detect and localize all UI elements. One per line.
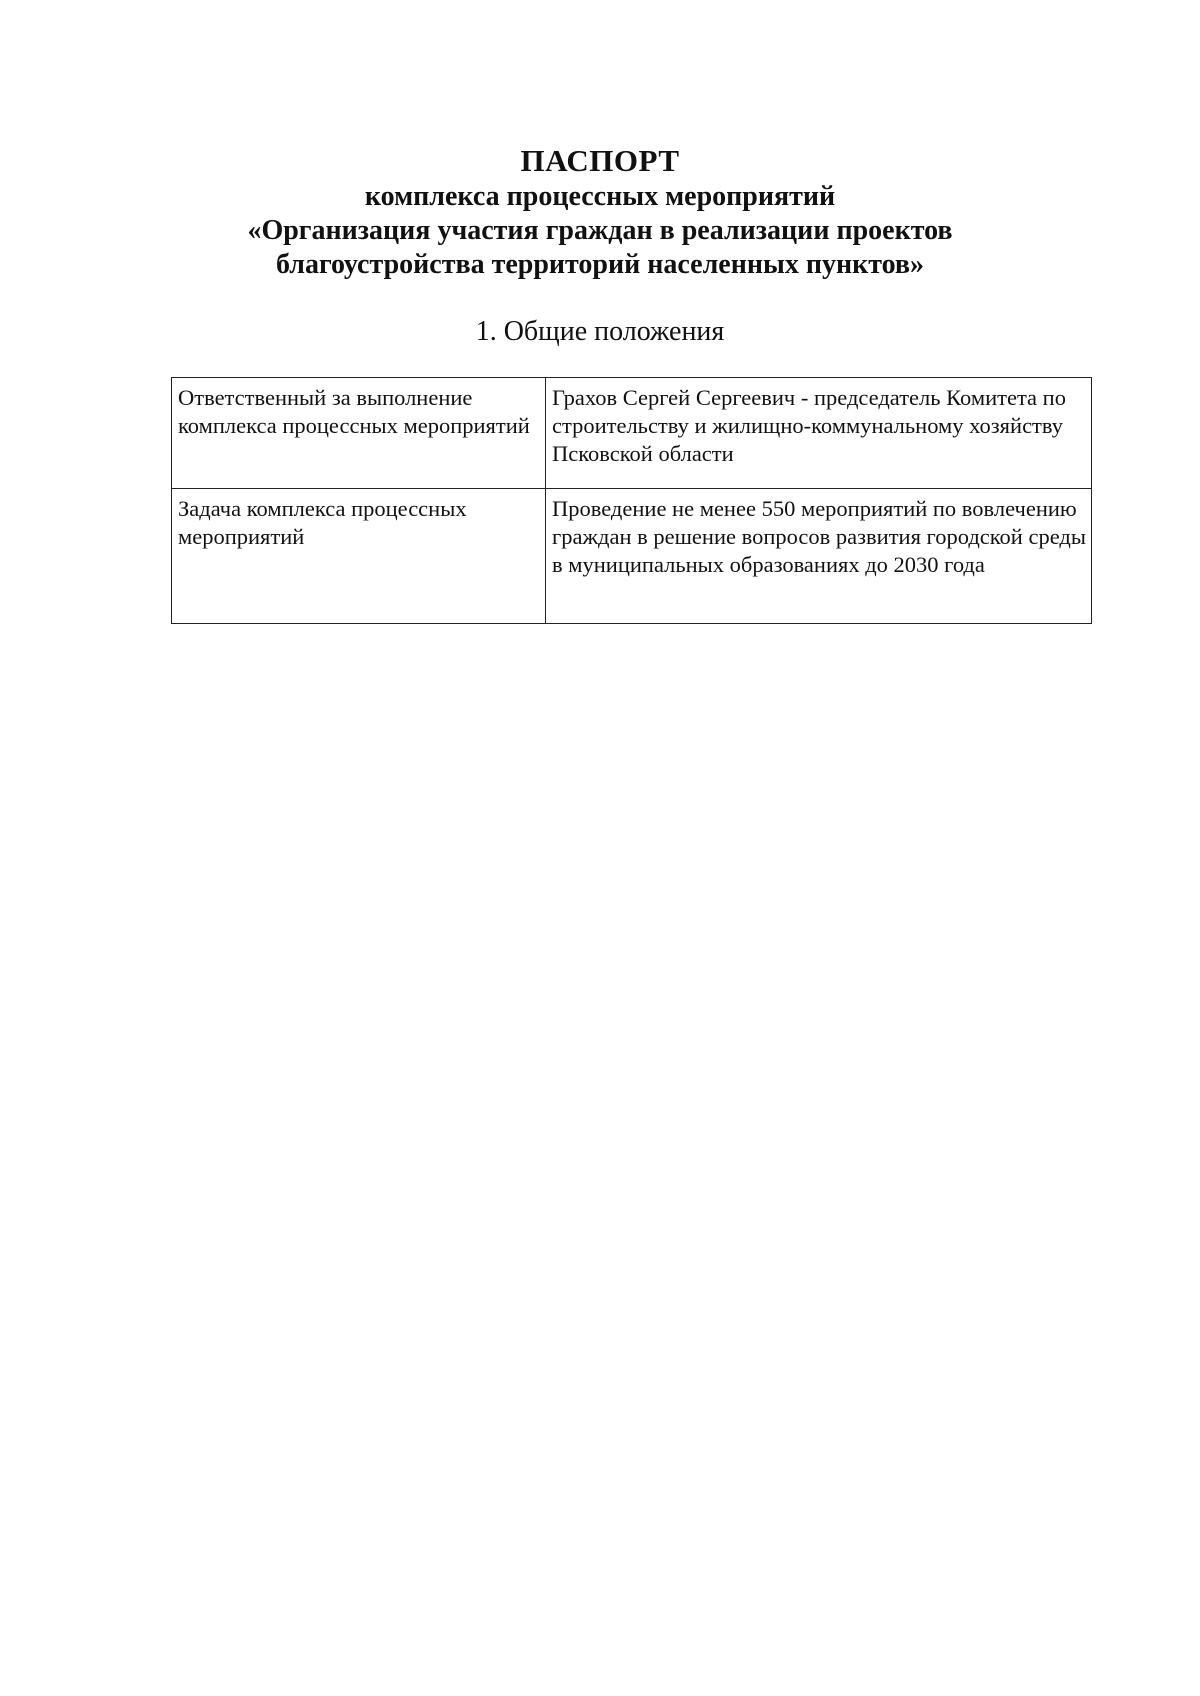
subtitle-line-3: благоустройства территорий населенных пунктов» — [275, 249, 925, 280]
task-label-cell: Задача комплекса процессных мероприятий — [172, 489, 546, 624]
table-row-task — [172, 489, 1092, 624]
subtitle-line-2: «Организация участия граждан в реализации проектов — [247, 215, 953, 246]
subtitle-line-1: комплекса процессных мероприятий — [364, 181, 836, 212]
passport-table — [171, 377, 1092, 624]
document-heading — [0, 142, 1200, 282]
task-value-cell: Проведение не менее 550 мероприятий по вовлечению граждан в решение вопросов развития городской среды в муниципальных образованиях до 2030 года — [546, 489, 1092, 624]
responsible-value-cell: Грахов Сергей Сергеевич - председатель Комитета по строительству и жилищно-коммунальному хозяйству Псковской области — [546, 378, 1092, 489]
table-row-responsible — [172, 378, 1092, 489]
section-heading: 1. Общие положения — [475, 316, 725, 347]
document-title: ПАСПОРТ — [520, 143, 680, 178]
responsible-label-cell: Ответственный за выполнение комплекса процессных мероприятий — [172, 378, 546, 489]
